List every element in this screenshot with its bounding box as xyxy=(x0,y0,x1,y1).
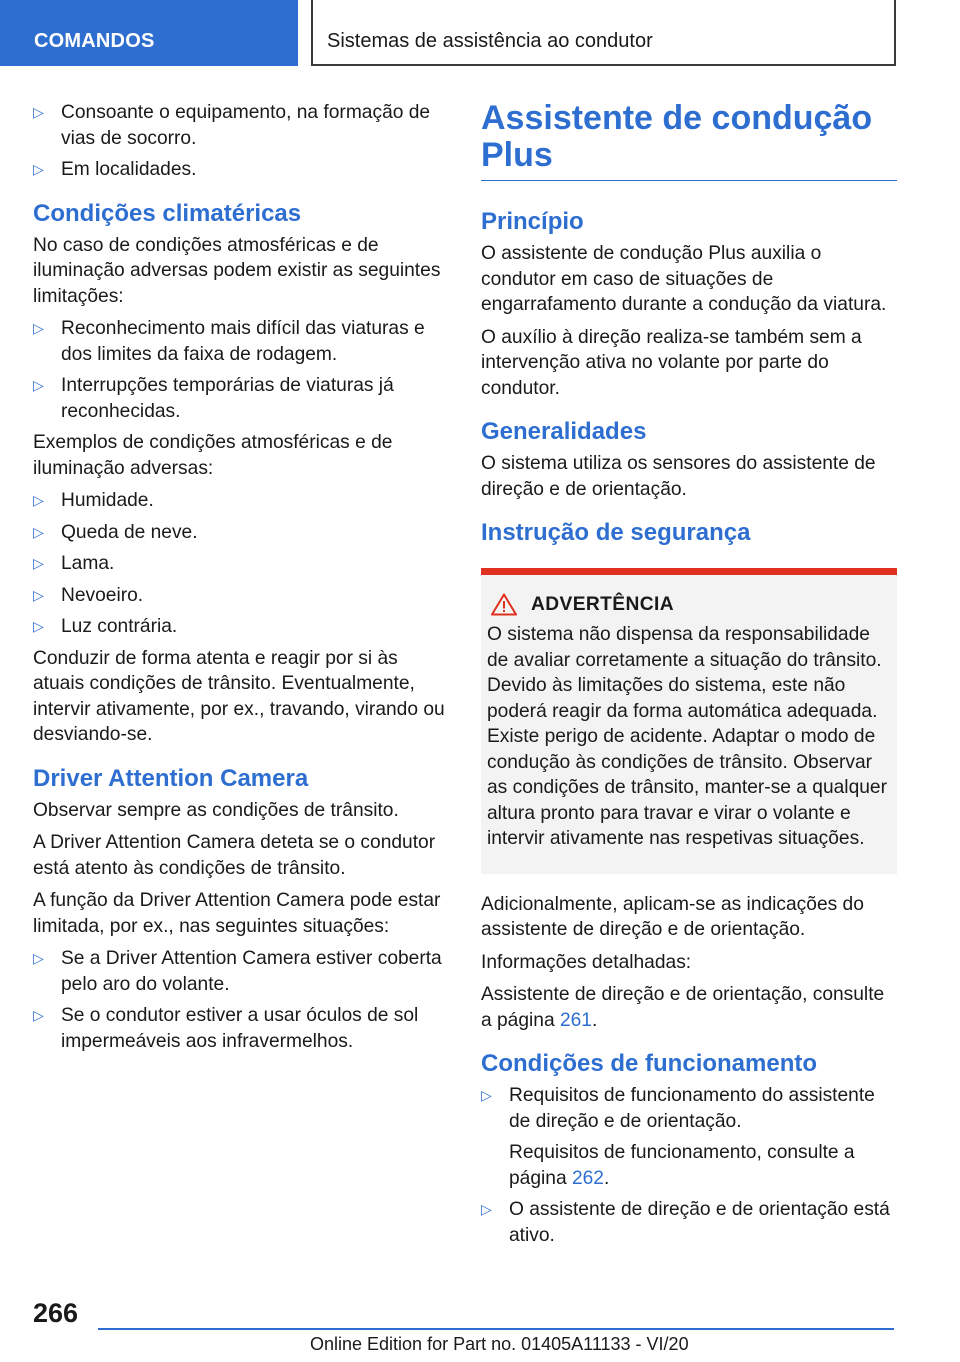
warning-box xyxy=(481,568,897,874)
list-item: ▷ Reconhecimento mais difícil das viaturas e dos limites da faixa de rodagem. xyxy=(33,318,425,365)
triangle-right-icon: ▷ xyxy=(33,523,44,540)
triangle-right-icon: ▷ xyxy=(33,377,44,393)
page-number: 266 xyxy=(33,1298,79,1328)
safety-heading: Instrução de segurança xyxy=(481,519,751,546)
principle-p1: O assistente de condução Plus auxilia o condutor em caso de situações de engarrafamento durante a condução da viatura. xyxy=(481,243,887,315)
warning-text: O sistema não dispensa da responsabilidade de avaliar corretamente a situação do trânsito. Devido às limitações do sistema, este não poderá reagir da forma automática adequada. Existe perigo de acidente. Adaptar o modo de condução às condições de trânsito. Observar as condições de trânsito, manter-se a qualquer altura pronto para travar e virar o volante e intervir ativamente nas respetivas situações. xyxy=(487,624,887,849)
camera-heading: Driver Attention Camera xyxy=(33,764,309,792)
chapter-tab xyxy=(311,0,896,66)
list-item: ▷ Interrupções temporárias de viaturas já reconhecidas. xyxy=(33,375,394,422)
camera-p1: Observar sempre as condições de trânsito. xyxy=(33,799,399,821)
chapter-title: Sistemas de assistência ao condutor xyxy=(327,30,653,52)
triangle-right-icon: ▷ xyxy=(33,950,44,966)
list-item: ▷ O assistente de direção e de orientação está ativo. xyxy=(481,1199,890,1246)
list-item-continuation: Requisitos de funcionamento, consulte a página 262. xyxy=(509,1142,855,1189)
list-item: ▷ Nevoeiro. xyxy=(33,583,447,609)
list-item: ▷ Se o condutor estiver a usar óculos de sol impermeáveis aos infravermelhos. xyxy=(33,1005,419,1052)
section-tab xyxy=(0,0,298,66)
triangle-right-icon: ▷ xyxy=(33,320,44,336)
list-item: ▷ Queda de neve. xyxy=(33,520,447,546)
triangle-right-icon: ▷ xyxy=(33,555,44,571)
general-heading: Generalidades xyxy=(481,418,647,445)
climate-examples: Exemplos de condições atmosféricas e de iluminação adversas: xyxy=(33,432,393,479)
safety-p3: Assistente de direção e de orientação, consulte a página 261. xyxy=(481,984,885,1031)
triangle-right-icon: ▷ xyxy=(33,104,44,120)
triangle-right-icon: ▷ xyxy=(33,618,44,634)
climate-closing: Conduzir de forma atenta e reagir por si às atuais condições de trânsito. Eventualmente, intervir ativamente, por ex., travando, virando ou desviando-se. xyxy=(33,647,445,745)
edition-text: Online Edition for Part no. 01405A11133 - VI/20 xyxy=(310,1334,689,1354)
triangle-right-icon: ▷ xyxy=(481,1087,492,1103)
conditions-heading: Condições de funcionamento xyxy=(481,1050,818,1077)
list-item: ▷ Lama. xyxy=(33,551,447,577)
page-link-261[interactable]: 261 xyxy=(559,1009,592,1031)
list-item: ▷ Consoante o equipamento, na formação de vias de socorro. xyxy=(33,102,431,149)
triangle-right-icon: ▷ xyxy=(33,492,44,508)
triangle-right-icon: ▷ xyxy=(33,1007,44,1023)
list-item: ▷ Em localidades. xyxy=(33,157,447,183)
page-link-262[interactable]: 262 xyxy=(571,1167,604,1189)
safety-p1: Adicionalmente, aplicam-se as indicações do assistente de direção e de orientação. xyxy=(481,893,864,940)
warning-title: ADVERTÊNCIA xyxy=(531,593,674,615)
safety-p2: Informações detalhadas: xyxy=(481,951,692,973)
climate-intro: No caso de condições atmosféricas e de iluminação adversas podem existir as seguintes limitações: xyxy=(33,234,441,307)
triangle-right-icon: ▷ xyxy=(33,161,44,177)
list-item: ▷ Se a Driver Attention Camera estiver coberta pelo aro do volante. xyxy=(33,948,442,995)
climate-heading: Condições climatéricas xyxy=(33,199,302,227)
principle-p2: O auxílio à direção realiza-se também sem a intervenção ativa no volante por parte do condutor. xyxy=(481,326,862,399)
warning-header xyxy=(487,593,887,616)
section-title: COMANDOS xyxy=(34,30,155,52)
general-p1: O sistema utiliza os sensores do assistente de direção e de orientação. xyxy=(481,453,876,500)
right-column xyxy=(481,100,897,1254)
principle-heading: Princípio xyxy=(481,208,584,235)
camera-p2: A Driver Attention Camera deteta se o condutor está atento às condições de trânsito. xyxy=(33,832,436,879)
camera-p3: A função da Driver Attention Camera pode estar limitada, por ex., nas seguintes situações: xyxy=(33,890,441,937)
page-title: Assistente de condução Plus xyxy=(481,100,897,181)
triangle-right-icon: ▷ xyxy=(33,586,44,603)
warning-triangle-icon xyxy=(491,593,517,616)
triangle-right-icon: ▷ xyxy=(481,1201,492,1217)
list-item: ▷ Requisitos de funcionamento do assistente de direção e de orientação. Requisitos de funcionamento, consulte a página 262. xyxy=(481,1083,897,1191)
left-column xyxy=(33,100,447,1060)
footer-divider xyxy=(98,1328,894,1330)
list-item: ▷ Humidade. xyxy=(33,488,447,514)
list-item: ▷ Luz contrária. xyxy=(33,614,447,640)
